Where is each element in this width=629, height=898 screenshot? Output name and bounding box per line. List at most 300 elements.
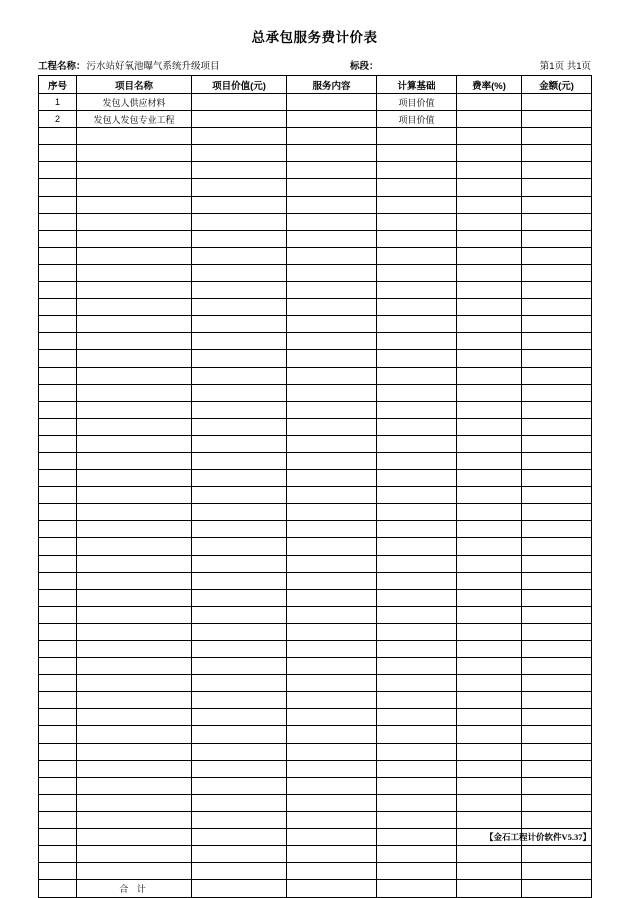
table-row-empty <box>39 350 592 367</box>
empty-cell <box>287 606 377 623</box>
empty-cell <box>522 230 592 247</box>
empty-cell <box>192 606 287 623</box>
empty-cell <box>522 521 592 538</box>
empty-cell <box>377 367 457 384</box>
empty-cell <box>39 675 77 692</box>
empty-cell <box>39 641 77 658</box>
empty-cell <box>77 418 192 435</box>
empty-cell <box>377 641 457 658</box>
empty-cell <box>192 179 287 196</box>
empty-cell <box>457 384 522 401</box>
column-header-rate: 费率(%) <box>457 76 522 94</box>
empty-cell <box>77 760 192 777</box>
empty-cell <box>192 538 287 555</box>
empty-cell <box>192 162 287 179</box>
empty-cell <box>287 247 377 264</box>
empty-cell <box>457 743 522 760</box>
empty-cell <box>457 760 522 777</box>
empty-cell <box>39 179 77 196</box>
empty-cell <box>377 675 457 692</box>
empty-cell <box>39 264 77 281</box>
empty-cell <box>287 555 377 572</box>
empty-cell <box>192 247 287 264</box>
empty-cell <box>39 162 77 179</box>
empty-cell <box>192 316 287 333</box>
empty-cell <box>287 760 377 777</box>
empty-cell <box>287 521 377 538</box>
table-row-empty <box>39 726 592 743</box>
table-row-empty <box>39 384 592 401</box>
empty-cell <box>522 487 592 504</box>
empty-cell <box>377 589 457 606</box>
empty-cell <box>77 658 192 675</box>
empty-cell <box>457 179 522 196</box>
empty-cell <box>522 470 592 487</box>
empty-cell <box>287 162 377 179</box>
empty-cell <box>77 521 192 538</box>
empty-cell <box>522 692 592 709</box>
empty-cell <box>522 726 592 743</box>
empty-cell <box>377 487 457 504</box>
empty-cell <box>457 316 522 333</box>
empty-cell <box>457 247 522 264</box>
empty-cell <box>77 777 192 794</box>
empty-cell <box>457 538 522 555</box>
empty-cell <box>522 863 592 880</box>
empty-cell <box>192 641 287 658</box>
empty-cell <box>457 470 522 487</box>
table-row-empty <box>39 589 592 606</box>
empty-cell <box>39 145 77 162</box>
empty-cell <box>377 658 457 675</box>
empty-cell <box>522 641 592 658</box>
empty-cell <box>77 794 192 811</box>
empty-cell <box>377 230 457 247</box>
empty-cell <box>77 692 192 709</box>
empty-cell <box>522 282 592 299</box>
empty-cell <box>192 264 287 281</box>
empty-cell <box>377 196 457 213</box>
empty-cell <box>77 555 192 572</box>
empty-cell <box>39 487 77 504</box>
empty-cell <box>192 504 287 521</box>
empty-cell <box>287 658 377 675</box>
empty-cell <box>77 247 192 264</box>
empty-cell <box>287 726 377 743</box>
empty-cell <box>39 811 77 828</box>
empty-cell <box>457 777 522 794</box>
empty-cell <box>522 623 592 640</box>
empty-cell <box>522 333 592 350</box>
empty-cell <box>522 709 592 726</box>
empty-cell <box>457 846 522 863</box>
empty-cell <box>457 401 522 418</box>
empty-cell <box>192 487 287 504</box>
empty-cell <box>457 350 522 367</box>
empty-cell <box>77 213 192 230</box>
empty-cell <box>377 333 457 350</box>
empty-cell <box>192 282 287 299</box>
empty-cell <box>192 777 287 794</box>
empty-cell <box>192 401 287 418</box>
table-row-empty <box>39 316 592 333</box>
empty-cell <box>457 435 522 452</box>
row-basis-cell: 项目价值 <box>377 94 457 111</box>
empty-cell <box>522 145 592 162</box>
empty-cell <box>522 299 592 316</box>
empty-cell <box>192 452 287 469</box>
empty-cell <box>192 555 287 572</box>
empty-cell <box>377 504 457 521</box>
empty-cell <box>457 367 522 384</box>
table-row-empty <box>39 675 592 692</box>
table-row-empty <box>39 299 592 316</box>
empty-cell <box>457 606 522 623</box>
empty-cell <box>77 401 192 418</box>
table-row-empty <box>39 658 592 675</box>
empty-cell <box>39 384 77 401</box>
empty-cell <box>39 777 77 794</box>
empty-cell <box>77 572 192 589</box>
empty-cell <box>192 333 287 350</box>
empty-cell <box>77 709 192 726</box>
table-row-empty <box>39 794 592 811</box>
empty-cell <box>377 299 457 316</box>
empty-cell <box>77 452 192 469</box>
empty-cell <box>39 333 77 350</box>
table-row-empty <box>39 145 592 162</box>
empty-cell <box>457 418 522 435</box>
empty-cell <box>77 726 192 743</box>
empty-cell <box>377 760 457 777</box>
empty-cell <box>457 299 522 316</box>
empty-cell <box>457 145 522 162</box>
empty-cell <box>287 863 377 880</box>
empty-cell <box>192 572 287 589</box>
empty-cell <box>457 623 522 640</box>
empty-cell <box>522 572 592 589</box>
row-service-cell <box>287 94 377 111</box>
empty-cell <box>377 145 457 162</box>
empty-cell <box>287 692 377 709</box>
table-row-empty <box>39 846 592 863</box>
empty-cell <box>192 299 287 316</box>
empty-cell <box>287 350 377 367</box>
empty-cell <box>287 743 377 760</box>
row-name-cell: 发包人发包专业工程 <box>77 111 192 128</box>
empty-cell <box>457 128 522 145</box>
empty-cell <box>77 504 192 521</box>
empty-cell <box>287 418 377 435</box>
table-row-empty <box>39 641 592 658</box>
empty-cell <box>522 675 592 692</box>
empty-cell <box>77 333 192 350</box>
empty-cell <box>77 675 192 692</box>
column-header-index: 序号 <box>39 76 77 94</box>
empty-cell <box>522 435 592 452</box>
row-amount-cell <box>522 94 592 111</box>
empty-cell <box>39 726 77 743</box>
empty-cell <box>287 435 377 452</box>
empty-cell <box>287 623 377 640</box>
empty-cell <box>522 401 592 418</box>
total-rate-cell <box>457 880 522 898</box>
empty-cell <box>377 623 457 640</box>
empty-cell <box>192 794 287 811</box>
table-row-empty <box>39 777 592 794</box>
empty-cell <box>377 282 457 299</box>
empty-cell <box>39 589 77 606</box>
empty-cell <box>77 196 192 213</box>
empty-cell <box>287 709 377 726</box>
empty-cell <box>287 179 377 196</box>
empty-cell <box>39 470 77 487</box>
empty-cell <box>377 350 457 367</box>
empty-cell <box>287 504 377 521</box>
empty-cell <box>457 282 522 299</box>
empty-cell <box>77 829 192 846</box>
empty-cell <box>457 555 522 572</box>
empty-cell <box>192 692 287 709</box>
empty-cell <box>522 555 592 572</box>
empty-cell <box>377 435 457 452</box>
empty-cell <box>192 829 287 846</box>
table-row-empty <box>39 264 592 281</box>
empty-cell <box>522 128 592 145</box>
empty-cell <box>192 811 287 828</box>
total-amount-cell <box>522 880 592 898</box>
empty-cell <box>192 709 287 726</box>
empty-cell <box>192 145 287 162</box>
empty-cell <box>39 282 77 299</box>
row-value-cell <box>192 94 287 111</box>
empty-cell <box>522 589 592 606</box>
empty-cell <box>377 179 457 196</box>
empty-cell <box>77 811 192 828</box>
empty-cell <box>77 606 192 623</box>
empty-cell <box>39 350 77 367</box>
empty-cell <box>77 470 192 487</box>
empty-cell <box>287 384 377 401</box>
empty-cell <box>522 367 592 384</box>
empty-cell <box>377 811 457 828</box>
empty-cell <box>457 709 522 726</box>
empty-cell <box>377 777 457 794</box>
table-row-empty <box>39 811 592 828</box>
table-row-empty <box>39 213 592 230</box>
table-row-empty <box>39 470 592 487</box>
empty-cell <box>77 487 192 504</box>
empty-cell <box>522 196 592 213</box>
page-info: 第1页 共1页 <box>539 61 591 72</box>
empty-cell <box>39 709 77 726</box>
empty-cell <box>77 282 192 299</box>
empty-cell <box>522 179 592 196</box>
empty-cell <box>457 863 522 880</box>
empty-cell <box>39 760 77 777</box>
empty-cell <box>77 230 192 247</box>
section-field <box>350 58 380 72</box>
empty-cell <box>457 264 522 281</box>
table-header-row <box>39 76 592 94</box>
empty-cell <box>192 470 287 487</box>
software-watermark: 【金石工程计价软件V5.37】 <box>484 832 591 842</box>
empty-cell <box>287 401 377 418</box>
empty-cell <box>287 213 377 230</box>
table-row-empty <box>39 572 592 589</box>
empty-cell <box>287 316 377 333</box>
empty-cell <box>522 777 592 794</box>
empty-cell <box>457 521 522 538</box>
column-header-service: 服务内容 <box>287 76 377 94</box>
empty-cell <box>192 213 287 230</box>
table-row-empty <box>39 418 592 435</box>
table-row-empty <box>39 128 592 145</box>
empty-cell <box>377 247 457 264</box>
empty-cell <box>287 470 377 487</box>
empty-cell <box>522 538 592 555</box>
empty-cell <box>377 452 457 469</box>
empty-cell <box>192 384 287 401</box>
empty-cell <box>287 299 377 316</box>
empty-cell <box>377 264 457 281</box>
empty-cell <box>457 794 522 811</box>
empty-cell <box>287 367 377 384</box>
empty-cell <box>77 316 192 333</box>
empty-cell <box>287 829 377 846</box>
empty-cell <box>39 658 77 675</box>
empty-cell <box>287 282 377 299</box>
row-index-cell: 1 <box>39 94 77 111</box>
empty-cell <box>287 675 377 692</box>
empty-cell <box>192 521 287 538</box>
empty-cell <box>457 162 522 179</box>
empty-cell <box>377 401 457 418</box>
empty-cell <box>77 384 192 401</box>
row-rate-cell <box>457 111 522 128</box>
table-row-empty <box>39 623 592 640</box>
empty-cell <box>39 606 77 623</box>
empty-cell <box>39 299 77 316</box>
table-row-empty <box>39 282 592 299</box>
empty-cell <box>39 794 77 811</box>
table-row-empty <box>39 504 592 521</box>
empty-cell <box>377 521 457 538</box>
empty-cell <box>377 863 457 880</box>
empty-cell <box>457 487 522 504</box>
empty-cell <box>192 863 287 880</box>
empty-cell <box>287 572 377 589</box>
empty-cell <box>522 350 592 367</box>
empty-cell <box>192 196 287 213</box>
table-row-empty <box>39 606 592 623</box>
empty-cell <box>39 367 77 384</box>
empty-cell <box>192 589 287 606</box>
table-row-empty <box>39 555 592 572</box>
empty-cell <box>377 316 457 333</box>
table-row-empty <box>39 230 592 247</box>
total-label-cell: 合 计 <box>77 880 192 898</box>
table-row-empty <box>39 179 592 196</box>
table-row-empty <box>39 367 592 384</box>
table-row-empty <box>39 760 592 777</box>
empty-cell <box>192 230 287 247</box>
column-header-amount: 金额(元) <box>522 76 592 94</box>
row-basis-cell: 项目价值 <box>377 111 457 128</box>
total-value-cell <box>192 880 287 898</box>
empty-cell <box>77 743 192 760</box>
empty-cell <box>377 846 457 863</box>
empty-cell <box>522 811 592 828</box>
empty-cell <box>39 435 77 452</box>
empty-cell <box>77 264 192 281</box>
empty-cell <box>77 350 192 367</box>
empty-cell <box>522 213 592 230</box>
empty-cell <box>377 829 457 846</box>
empty-cell <box>39 743 77 760</box>
section-label: 标段： <box>350 61 379 72</box>
empty-cell <box>377 572 457 589</box>
empty-cell <box>522 658 592 675</box>
empty-cell <box>192 367 287 384</box>
empty-cell <box>192 760 287 777</box>
table-row-empty <box>39 435 592 452</box>
empty-cell <box>457 692 522 709</box>
total-service-cell <box>287 880 377 898</box>
empty-cell <box>457 230 522 247</box>
total-basis-cell <box>377 880 457 898</box>
empty-cell <box>77 435 192 452</box>
empty-cell <box>77 846 192 863</box>
row-value-cell <box>192 111 287 128</box>
empty-cell <box>377 555 457 572</box>
empty-cell <box>192 435 287 452</box>
project-name-label: 工程名称： <box>38 61 86 72</box>
row-amount-cell <box>522 111 592 128</box>
empty-cell <box>457 641 522 658</box>
empty-cell <box>39 418 77 435</box>
empty-cell <box>522 760 592 777</box>
empty-cell <box>39 863 77 880</box>
row-index-cell: 2 <box>39 111 77 128</box>
empty-cell <box>39 316 77 333</box>
empty-cell <box>192 658 287 675</box>
empty-cell <box>522 743 592 760</box>
empty-cell <box>287 333 377 350</box>
empty-cell <box>192 846 287 863</box>
table-row-empty <box>39 333 592 350</box>
empty-cell <box>192 350 287 367</box>
empty-cell <box>192 623 287 640</box>
empty-cell <box>39 846 77 863</box>
empty-cell <box>457 589 522 606</box>
empty-cell <box>77 641 192 658</box>
column-header-basis: 计算基础 <box>377 76 457 94</box>
table-row-empty <box>39 538 592 555</box>
empty-cell <box>77 299 192 316</box>
table-row-empty <box>39 743 592 760</box>
table-row-empty <box>39 452 592 469</box>
empty-cell <box>377 606 457 623</box>
empty-cell <box>457 675 522 692</box>
table-row <box>39 111 592 128</box>
empty-cell <box>77 863 192 880</box>
table-row-empty <box>39 401 592 418</box>
empty-cell <box>522 418 592 435</box>
empty-cell <box>39 247 77 264</box>
empty-cell <box>457 504 522 521</box>
empty-cell <box>192 418 287 435</box>
